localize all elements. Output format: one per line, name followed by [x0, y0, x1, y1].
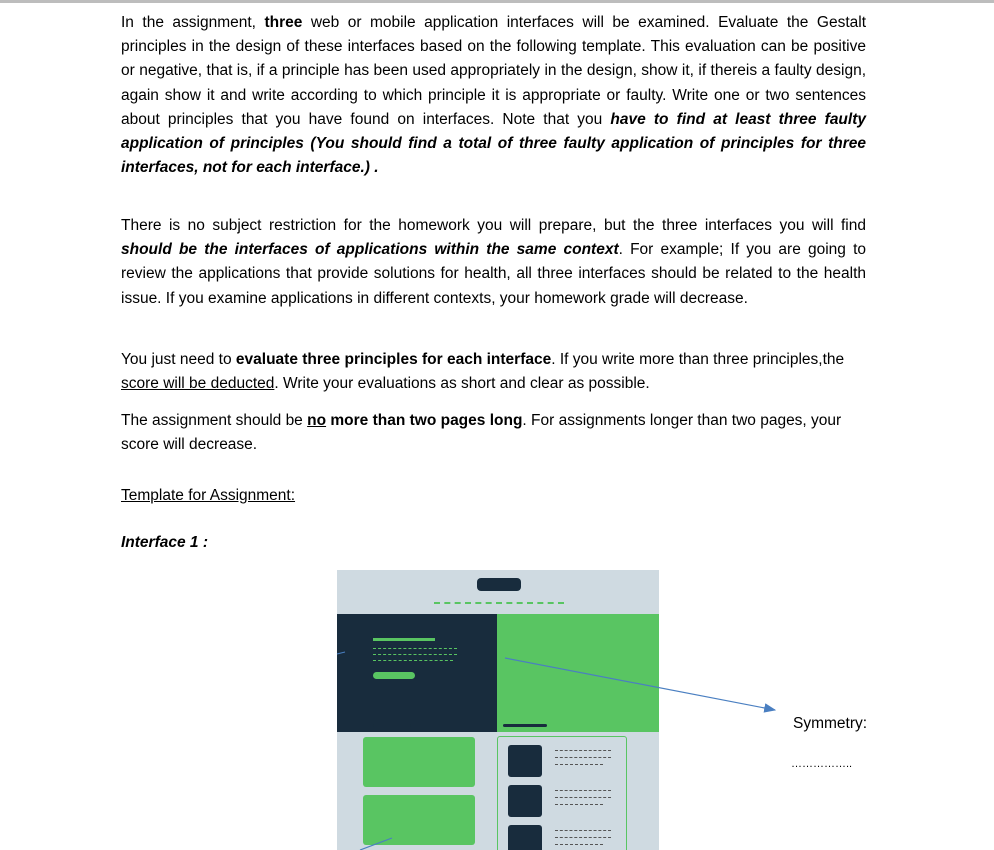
paragraph-assignment-intro: In the assignment, three web or mobile application interfaces will be examined. Evaluate the Gestalt principles in the design of these interfaces based on the following template. This evaluation can be positive or negative, that is, if a principle has been used appropriately in the design, show it, if thereis a faulty design, again show it and write according to which principle it is appropriate or faulty. Write one or two sentences about principles that you have found on interfaces. Note that you have to find at least three faulty application of principles (You should find a total of three faulty application of principles for three interfaces, not for each interface.) .	[121, 14, 866, 177]
interface-1-heading: Interface 1 :	[121, 534, 209, 551]
emphasis-three: three	[264, 14, 303, 31]
paragraph-principle-count: You just need to evaluate three principles for each interface. If you write more than three principles,the score will be deducted. Write your evaluations as short and clear as possible.	[121, 351, 845, 393]
emphasis-three-principles: evaluate three principles for each interface	[235, 351, 552, 368]
emphasis-page-limit: more than two pages long	[326, 412, 523, 429]
emphasis-score-deducted: score will be deducted	[121, 375, 275, 393]
emphasis-no: no	[307, 412, 327, 429]
symmetry-label: Symmetry:	[793, 715, 868, 732]
template-heading: Template for Assignment:	[121, 487, 296, 504]
symmetry-answer-placeholder: ……………..	[791, 758, 853, 770]
bottom-arrow-stub	[360, 838, 392, 850]
emphasis-faulty-requirement: have to find at least three faulty application of principles (You should find a total of three faulty application of principles for three interfaces, not for each interface.) .	[121, 110, 866, 177]
left-arrow-stub	[337, 652, 345, 654]
symmetry-arrow	[505, 658, 775, 710]
paragraph-subject-restriction: There is no subject restriction for the homework you will prepare, but the three interfaces you will find should be the interfaces of applications within the same context. For example; If you are going to review the applications that provide solutions for health, all three interfaces should be related to the health issue. If you examine applications in different contexts, your homework grade will decrease.	[121, 217, 866, 307]
emphasis-same-context: should be the interfaces of applications within the same context	[121, 241, 619, 259]
paragraph-page-limit: The assignment should be no more than two pages long. For assignments longer than two pages, your score will decrease.	[121, 412, 842, 454]
